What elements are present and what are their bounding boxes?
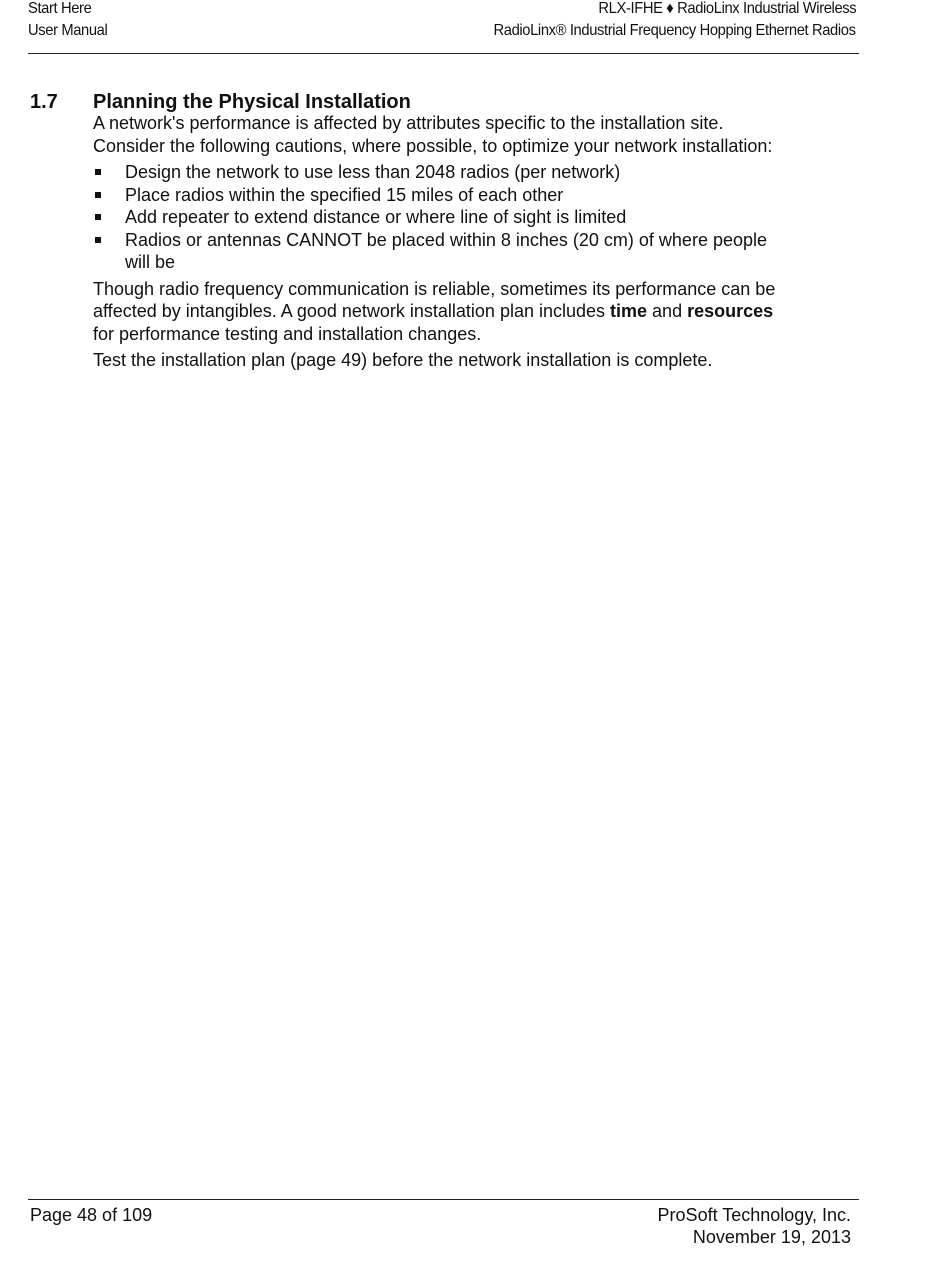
planning-paragraph xyxy=(93,278,793,346)
list-item-text: Radios or antennas CANNOT be placed within 8 inches (20 cm) of where people will be xyxy=(125,229,768,272)
emphasis-resources: resources xyxy=(687,301,774,321)
section-number: 1.7 xyxy=(30,91,58,114)
header-section-title: Start Here xyxy=(28,0,92,17)
planning-text-part2: and xyxy=(647,301,688,321)
test-plan-paragraph: Test the installation plan (page 49) before the network installation is complete. xyxy=(93,350,713,370)
intro-paragraph: A network's performance is affected by attributes specific to the installation site. Consider the following cautions, where possible, to optimize your network installation: xyxy=(93,113,773,156)
header-document-type: User Manual xyxy=(28,22,108,39)
section-body xyxy=(93,112,793,376)
planning-text-part3: for performance testing and installation changes. xyxy=(93,323,482,344)
page-footer xyxy=(28,1199,859,1260)
list-item-text: Place radios within the specified 15 miles of each other xyxy=(125,184,564,205)
emphasis-time: time xyxy=(610,301,648,321)
list-item xyxy=(93,161,793,184)
list-item xyxy=(93,206,793,229)
square-bullet-icon xyxy=(95,214,101,220)
header-product-description: RadioLinx® Industrial Frequency Hopping Ethernet Radios xyxy=(493,22,856,39)
page-header xyxy=(28,0,859,54)
list-item xyxy=(93,229,793,274)
list-item-text: Design the network to use less than 2048 radios (per network) xyxy=(125,162,621,182)
planning-text-part1: Though radio frequency communication is reliable, sometimes its performance can be affected by intangibles. A good network installation plan includes xyxy=(93,278,776,321)
publication-date: November 19, 2013 xyxy=(692,1227,851,1247)
square-bullet-icon xyxy=(95,237,101,243)
cautions-list xyxy=(93,161,793,274)
company-name: ProSoft Technology, Inc. xyxy=(657,1205,851,1225)
square-bullet-icon xyxy=(95,169,101,175)
square-bullet-icon xyxy=(95,192,101,198)
list-item-text: Add repeater to extend distance or where line of sight is limited xyxy=(125,207,627,227)
list-item xyxy=(93,184,793,207)
section-title: Planning the Physical Installation xyxy=(93,91,411,114)
page-number: Page 48 of 109 xyxy=(30,1205,153,1225)
header-product-name: RLX-IFHE ♦ RadioLinx Industrial Wireless xyxy=(598,0,856,17)
